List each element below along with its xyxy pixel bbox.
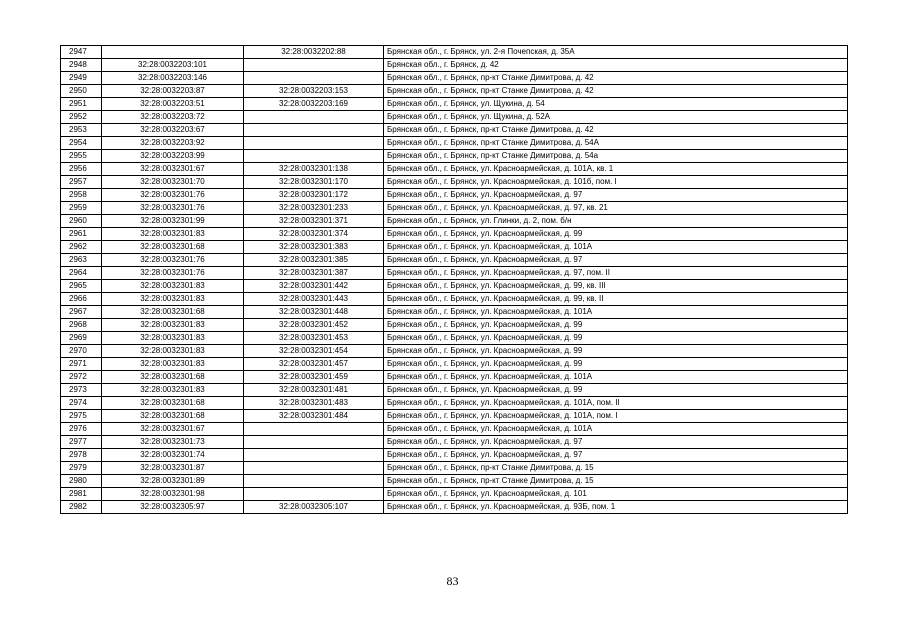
parcel-number-cell: 32:28:0032301:76 — [102, 189, 244, 202]
table-row — [61, 462, 848, 475]
object-number-cell: 32:28:0032202:88 — [244, 46, 384, 59]
address-cell: Брянская обл., г. Брянск, пр-кт Станке Димитрова, д. 54А — [384, 137, 848, 150]
object-number-cell: 32:28:0032301:448 — [244, 306, 384, 319]
parcel-number-cell: 32:28:0032301:76 — [102, 267, 244, 280]
table-row — [61, 332, 848, 345]
row-number-cell: 2960 — [61, 215, 102, 228]
address-cell: Брянская обл., г. Брянск, ул. Красноармейская, д. 99 — [384, 384, 848, 397]
table-row — [61, 176, 848, 189]
row-number-cell: 2967 — [61, 306, 102, 319]
parcel-number-cell: 32:28:0032301:99 — [102, 215, 244, 228]
address-cell: Брянская обл., г. Брянск, ул. Красноармейская, д. 101б, пом. I — [384, 176, 848, 189]
address-cell: Брянская обл., г. Брянск, ул. Красноармейская, д. 97 — [384, 449, 848, 462]
row-number-cell: 2951 — [61, 98, 102, 111]
address-cell: Брянская обл., г. Брянск, ул. Красноармейская, д. 101А, пом. II — [384, 397, 848, 410]
table-row — [61, 371, 848, 384]
parcel-number-cell: 32:28:0032301:83 — [102, 228, 244, 241]
parcel-number-cell: 32:28:0032301:68 — [102, 241, 244, 254]
address-cell: Брянская обл., г. Брянск, ул. Красноармейская, д. 99 — [384, 358, 848, 371]
parcel-number-cell: 32:28:0032203:99 — [102, 150, 244, 163]
object-number-cell — [244, 150, 384, 163]
object-number-cell: 32:28:0032301:443 — [244, 293, 384, 306]
object-number-cell: 32:28:0032203:169 — [244, 98, 384, 111]
row-number-cell: 2965 — [61, 280, 102, 293]
table-row — [61, 267, 848, 280]
parcel-number-cell: 32:28:0032301:68 — [102, 397, 244, 410]
table-row — [61, 384, 848, 397]
table-row — [61, 85, 848, 98]
table-row — [61, 163, 848, 176]
register-table-body — [61, 46, 848, 514]
object-number-cell — [244, 462, 384, 475]
address-cell: Брянская обл., г. Брянск, пр-кт Станке Димитрова, д. 42 — [384, 72, 848, 85]
table-row — [61, 306, 848, 319]
row-number-cell: 2957 — [61, 176, 102, 189]
parcel-number-cell: 32:28:0032301:68 — [102, 371, 244, 384]
object-number-cell: 32:28:0032301:483 — [244, 397, 384, 410]
address-cell: Брянская обл., г. Брянск, ул. Красноармейская, д. 97, пом. II — [384, 267, 848, 280]
parcel-number-cell: 32:28:0032301:83 — [102, 293, 244, 306]
address-cell: Брянская обл., г. Брянск, ул. Красноармейская, д. 97 — [384, 436, 848, 449]
parcel-number-cell: 32:28:0032301:83 — [102, 358, 244, 371]
table-row — [61, 111, 848, 124]
row-number-cell: 2978 — [61, 449, 102, 462]
row-number-cell: 2980 — [61, 475, 102, 488]
address-cell: Брянская обл., г. Брянск, ул. Глинки, д. 2, пом. б/н — [384, 215, 848, 228]
address-cell: Брянская обл., г. Брянск, ул. Щукина, д. 52А — [384, 111, 848, 124]
parcel-number-cell: 32:28:0032203:146 — [102, 72, 244, 85]
parcel-number-cell: 32:28:0032301:83 — [102, 319, 244, 332]
table-row — [61, 189, 848, 202]
object-number-cell — [244, 72, 384, 85]
object-number-cell: 32:28:0032301:374 — [244, 228, 384, 241]
parcel-number-cell: 32:28:0032301:83 — [102, 332, 244, 345]
object-number-cell: 32:28:0032301:170 — [244, 176, 384, 189]
table-row — [61, 488, 848, 501]
row-number-cell: 2949 — [61, 72, 102, 85]
row-number-cell: 2971 — [61, 358, 102, 371]
row-number-cell: 2963 — [61, 254, 102, 267]
address-cell: Брянская обл., г. Брянск, ул. Красноармейская, д. 101 — [384, 488, 848, 501]
address-cell: Брянская обл., г. Брянск, ул. Красноармейская, д. 97 — [384, 254, 848, 267]
object-number-cell: 32:28:0032301:442 — [244, 280, 384, 293]
object-number-cell: 32:28:0032301:452 — [244, 319, 384, 332]
table-row — [61, 150, 848, 163]
address-cell: Брянская обл., г. Брянск, ул. Красноармейская, д. 99, кв. III — [384, 280, 848, 293]
address-cell: Брянская обл., г. Брянск, ул. Красноармейская, д. 101А — [384, 306, 848, 319]
address-cell: Брянская обл., г. Брянск, д. 42 — [384, 59, 848, 72]
parcel-number-cell: 32:28:0032203:67 — [102, 124, 244, 137]
address-cell: Брянская обл., г. Брянск, пр-кт Станке Димитрова, д. 15 — [384, 462, 848, 475]
table-row — [61, 46, 848, 59]
row-number-cell: 2964 — [61, 267, 102, 280]
row-number-cell: 2973 — [61, 384, 102, 397]
address-cell: Брянская обл., г. Брянск, ул. Красноармейская, д. 99, кв. II — [384, 293, 848, 306]
row-number-cell: 2977 — [61, 436, 102, 449]
address-cell: Брянская обл., г. Брянск, ул. 2-я Почепская, д. 35А — [384, 46, 848, 59]
address-cell: Брянская обл., г. Брянск, пр-кт Станке Димитрова, д. 42 — [384, 124, 848, 137]
object-number-cell: 32:28:0032301:459 — [244, 371, 384, 384]
object-number-cell: 32:28:0032301:138 — [244, 163, 384, 176]
table-row — [61, 423, 848, 436]
table-row — [61, 358, 848, 371]
object-number-cell: 32:28:0032301:454 — [244, 345, 384, 358]
parcel-number-cell: 32:28:0032301:67 — [102, 163, 244, 176]
address-cell: Брянская обл., г. Брянск, ул. Красноармейская, д. 101А — [384, 241, 848, 254]
table-row — [61, 228, 848, 241]
table-row — [61, 436, 848, 449]
object-number-cell: 32:28:0032301:371 — [244, 215, 384, 228]
address-cell: Брянская обл., г. Брянск, ул. Красноармейская, д. 101А — [384, 423, 848, 436]
row-number-cell: 2955 — [61, 150, 102, 163]
row-number-cell: 2962 — [61, 241, 102, 254]
parcel-number-cell: 32:28:0032301:68 — [102, 410, 244, 423]
table-row — [61, 449, 848, 462]
object-number-cell — [244, 111, 384, 124]
row-number-cell: 2961 — [61, 228, 102, 241]
row-number-cell: 2981 — [61, 488, 102, 501]
row-number-cell: 2982 — [61, 501, 102, 514]
table-row — [61, 501, 848, 514]
address-cell: Брянская обл., г. Брянск, ул. Красноармейская, д. 101А, пом. I — [384, 410, 848, 423]
table-row — [61, 254, 848, 267]
row-number-cell: 2972 — [61, 371, 102, 384]
address-cell: Брянская обл., г. Брянск, ул. Красноармейская, д. 99 — [384, 228, 848, 241]
address-cell: Брянская обл., г. Брянск, ул. Красноармейская, д. 101А, кв. 1 — [384, 163, 848, 176]
row-number-cell: 2952 — [61, 111, 102, 124]
parcel-number-cell: 32:28:0032203:72 — [102, 111, 244, 124]
parcel-number-cell: 32:28:0032301:67 — [102, 423, 244, 436]
parcel-number-cell: 32:28:0032203:92 — [102, 137, 244, 150]
row-number-cell: 2970 — [61, 345, 102, 358]
parcel-number-cell: 32:28:0032301:74 — [102, 449, 244, 462]
parcel-number-cell: 32:28:0032301:98 — [102, 488, 244, 501]
address-cell: Брянская обл., г. Брянск, пр-кт Станке Димитрова, д. 42 — [384, 85, 848, 98]
row-number-cell: 2954 — [61, 137, 102, 150]
object-number-cell: 32:28:0032301:385 — [244, 254, 384, 267]
table-row — [61, 475, 848, 488]
table-row — [61, 124, 848, 137]
parcel-number-cell: 32:28:0032301:68 — [102, 306, 244, 319]
table-row — [61, 319, 848, 332]
object-number-cell — [244, 436, 384, 449]
page-number: 83 — [446, 574, 459, 588]
table-row — [61, 137, 848, 150]
parcel-number-cell: 32:28:0032301:70 — [102, 176, 244, 189]
row-number-cell: 2958 — [61, 189, 102, 202]
table-row — [61, 202, 848, 215]
object-number-cell: 32:28:0032305:107 — [244, 501, 384, 514]
table-row — [61, 72, 848, 85]
object-number-cell: 32:28:0032301:457 — [244, 358, 384, 371]
address-cell: Брянская обл., г. Брянск, ул. Красноармейская, д. 101А — [384, 371, 848, 384]
register-table — [60, 45, 848, 514]
object-number-cell: 32:28:0032203:153 — [244, 85, 384, 98]
address-cell: Брянская обл., г. Брянск, ул. Красноармейская, д. 99 — [384, 332, 848, 345]
address-cell: Брянская обл., г. Брянск, ул. Красноармейская, д. 99 — [384, 319, 848, 332]
row-number-cell: 2959 — [61, 202, 102, 215]
address-cell: Брянская обл., г. Брянск, пр-кт Станке Димитрова, д. 54а — [384, 150, 848, 163]
parcel-number-cell: 32:28:0032301:89 — [102, 475, 244, 488]
table-row — [61, 280, 848, 293]
row-number-cell: 2947 — [61, 46, 102, 59]
object-number-cell: 32:28:0032301:172 — [244, 189, 384, 202]
parcel-number-cell: 32:28:0032301:83 — [102, 280, 244, 293]
address-cell: Брянская обл., г. Брянск, пр-кт Станке Димитрова, д. 15 — [384, 475, 848, 488]
row-number-cell: 2953 — [61, 124, 102, 137]
row-number-cell: 2976 — [61, 423, 102, 436]
object-number-cell — [244, 124, 384, 137]
address-cell: Брянская обл., г. Брянск, ул. Красноармейская, д. 93Б, пом. 1 — [384, 501, 848, 514]
object-number-cell: 32:28:0032301:484 — [244, 410, 384, 423]
row-number-cell: 2975 — [61, 410, 102, 423]
address-cell: Брянская обл., г. Брянск, ул. Красноармейская, д. 97, кв. 21 — [384, 202, 848, 215]
address-cell: Брянская обл., г. Брянск, ул. Красноармейская, д. 99 — [384, 345, 848, 358]
parcel-number-cell: 32:28:0032301:87 — [102, 462, 244, 475]
row-number-cell: 2969 — [61, 332, 102, 345]
parcel-number-cell: 32:28:0032301:83 — [102, 345, 244, 358]
row-number-cell: 2966 — [61, 293, 102, 306]
row-number-cell: 2979 — [61, 462, 102, 475]
table-row — [61, 410, 848, 423]
address-cell: Брянская обл., г. Брянск, ул. Щукина, д. 54 — [384, 98, 848, 111]
row-number-cell: 2948 — [61, 59, 102, 72]
table-row — [61, 59, 848, 72]
parcel-number-cell: 32:28:0032301:76 — [102, 254, 244, 267]
parcel-number-cell: 32:28:0032301:73 — [102, 436, 244, 449]
parcel-number-cell — [102, 46, 244, 59]
object-number-cell — [244, 59, 384, 72]
row-number-cell: 2968 — [61, 319, 102, 332]
object-number-cell — [244, 488, 384, 501]
table-row — [61, 397, 848, 410]
object-number-cell: 32:28:0032301:387 — [244, 267, 384, 280]
table-row — [61, 345, 848, 358]
parcel-number-cell: 32:28:0032305:97 — [102, 501, 244, 514]
object-number-cell: 32:28:0032301:453 — [244, 332, 384, 345]
table-row — [61, 241, 848, 254]
object-number-cell: 32:28:0032301:383 — [244, 241, 384, 254]
parcel-number-cell: 32:28:0032203:51 — [102, 98, 244, 111]
object-number-cell — [244, 423, 384, 436]
object-number-cell: 32:28:0032301:481 — [244, 384, 384, 397]
table-row — [61, 215, 848, 228]
table-row — [61, 98, 848, 111]
parcel-number-cell: 32:28:0032301:83 — [102, 384, 244, 397]
row-number-cell: 2950 — [61, 85, 102, 98]
table-row — [61, 293, 848, 306]
parcel-number-cell: 32:28:0032203:101 — [102, 59, 244, 72]
row-number-cell: 2956 — [61, 163, 102, 176]
row-number-cell: 2974 — [61, 397, 102, 410]
object-number-cell — [244, 475, 384, 488]
object-number-cell — [244, 137, 384, 150]
parcel-number-cell: 32:28:0032301:76 — [102, 202, 244, 215]
address-cell: Брянская обл., г. Брянск, ул. Красноармейская, д. 97 — [384, 189, 848, 202]
parcel-number-cell: 32:28:0032203:87 — [102, 85, 244, 98]
object-number-cell: 32:28:0032301:233 — [244, 202, 384, 215]
object-number-cell — [244, 449, 384, 462]
